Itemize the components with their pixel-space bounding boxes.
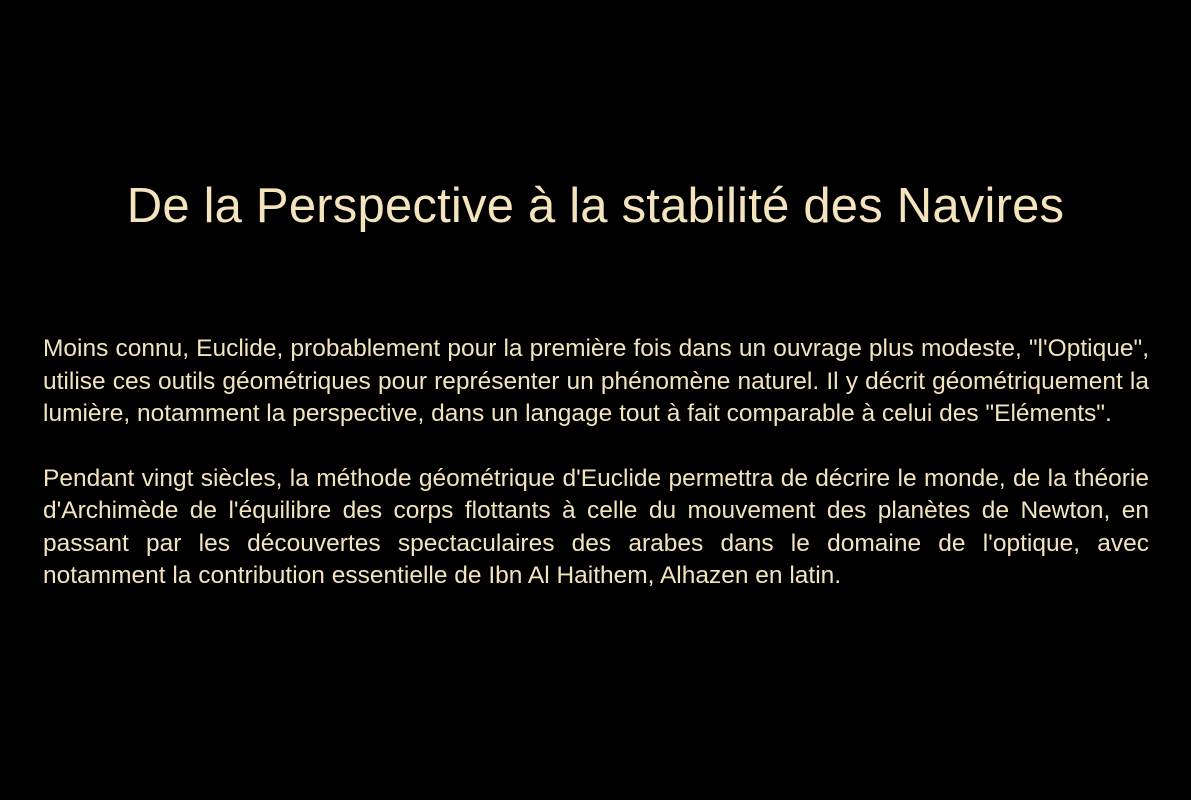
slide-body <box>43 333 1149 625</box>
paragraph-methode-geometrique: Pendant vingt siècles, la méthode géométrique d'Euclide permettra de décrire le monde, de la théorie d'Archimède de l'équilibre des corps flottants à celle du mouvement des planètes de Newton, en passant par les découvertes spectaculaires des arabes dans le domaine de l'optique, avec notamment la contribution essentielle de Ibn Al Haithem, Alhazen en latin. <box>43 464 1149 589</box>
slide-title: De la Perspective à la stabilité des Navires <box>126 179 1065 233</box>
paragraph-optique: Moins connu, Euclide, probablement pour la première fois dans un ouvrage plus modeste, "l'Optique", utilise ces outils géométriques pour représenter un phénomène naturel. Il y décrit géométriquement la lumière, notamment la perspective, dans un langage tout à fait comparable à celui des "Eléments". <box>43 335 1149 427</box>
